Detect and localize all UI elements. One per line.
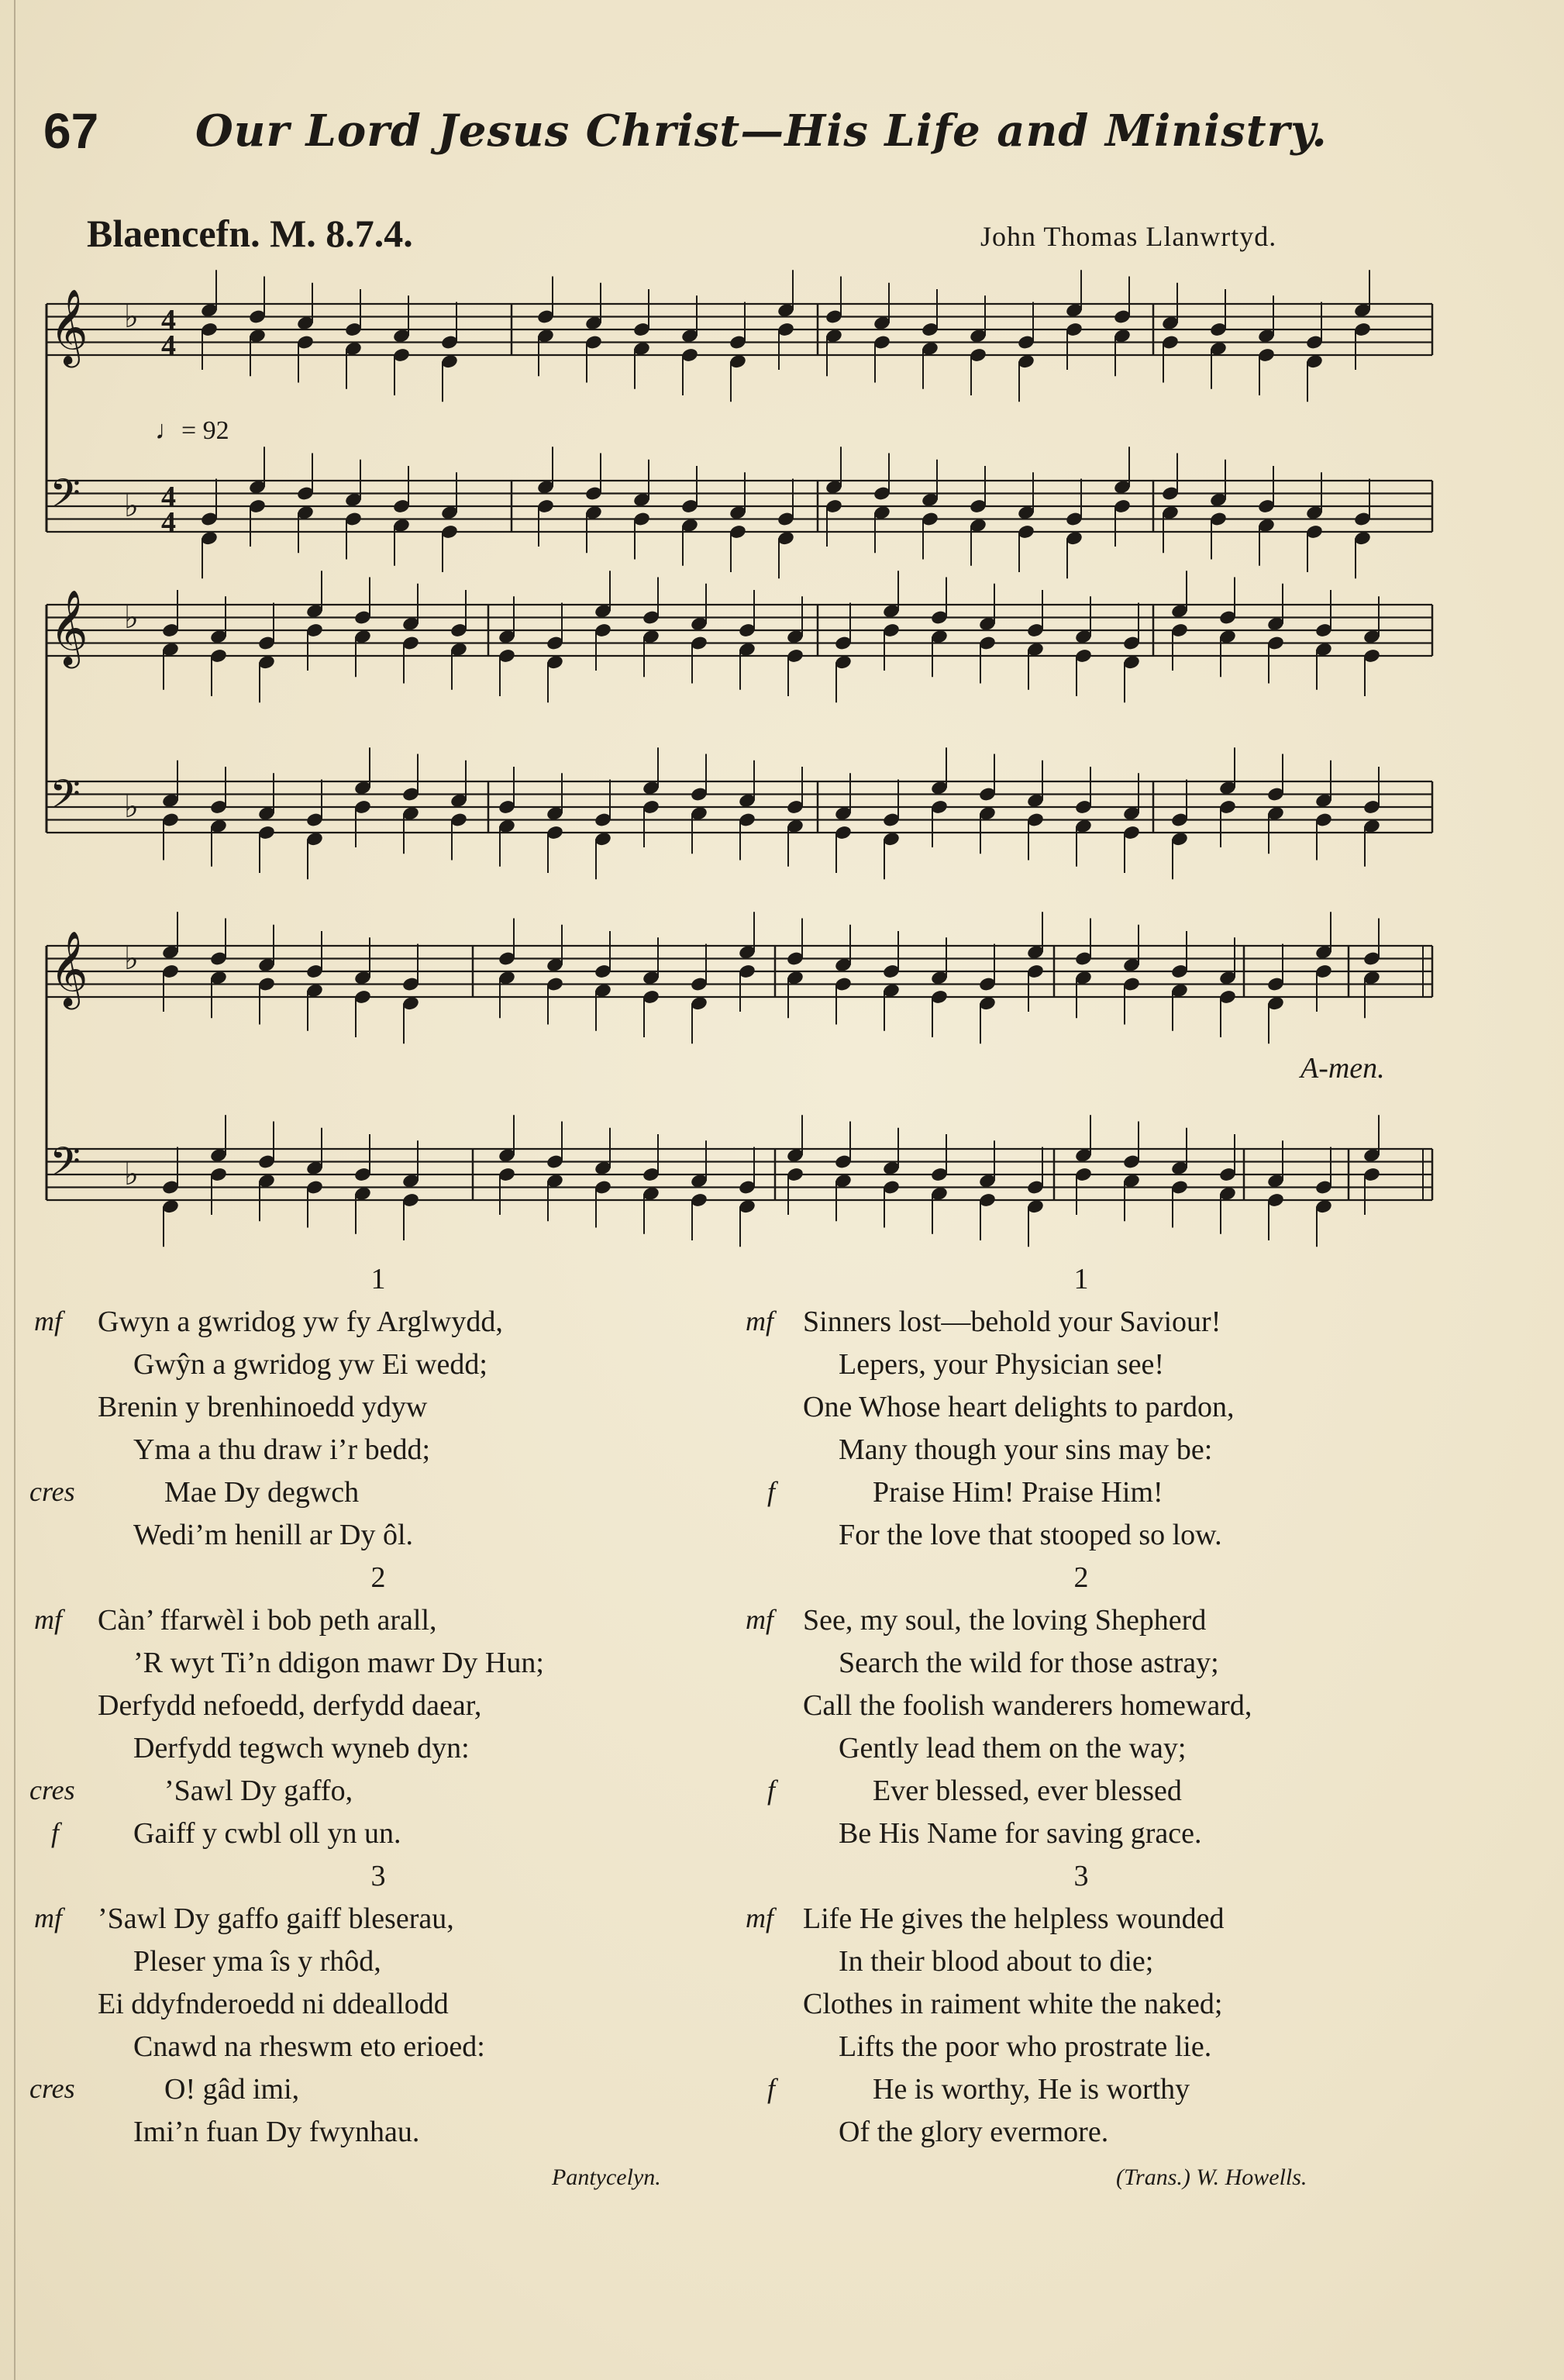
welsh-line: Imi’n fuan Dy fwynhau.	[133, 2116, 420, 2148]
treble-clef-icon: 𝄞	[50, 930, 88, 1006]
english-line: Gently lead them on the way;	[839, 1732, 1187, 1764]
english-line: Praise Him! Praise Him!	[873, 1476, 1163, 1509]
bass-clef-icon: 𝄢	[50, 470, 81, 526]
english-dynamic: f	[767, 1476, 776, 1507]
tempo-marking: ♩= 92	[155, 416, 229, 445]
english-dynamic: f	[767, 2073, 776, 2104]
welsh-verse-number: 2	[370, 1561, 386, 1594]
flat-sign-icon: ♭	[124, 1157, 139, 1192]
bass-clef-icon: 𝄢	[50, 1138, 81, 1195]
welsh-line: Derfydd nefoedd, derfydd daear,	[98, 1689, 482, 1722]
welsh-dynamic: mf	[34, 1604, 62, 1635]
english-line: Of the glory evermore.	[839, 2116, 1109, 2148]
english-line: See, my soul, the loving Shepherd	[803, 1604, 1207, 1637]
welsh-line: ’Sawl Dy gaffo,	[164, 1775, 353, 1807]
english-line: He is worthy, He is worthy	[873, 2073, 1190, 2106]
welsh-verse-number: 1	[370, 1263, 386, 1295]
welsh-dynamic: cres	[29, 1775, 75, 1806]
page-edge-rule	[14, 0, 16, 2380]
english-line: Lifts the poor who prostrate lie.	[839, 2030, 1212, 2063]
english-dynamic: mf	[746, 1902, 773, 1933]
welsh-dynamic: cres	[29, 2073, 75, 2104]
flat-sign-icon: ♭	[124, 941, 139, 976]
english-line: For the love that stooped so low.	[839, 1519, 1222, 1551]
english-line: Call the foolish wanderers homeward,	[803, 1689, 1252, 1722]
welsh-line: Derfydd tegwch wyneb dyn:	[133, 1732, 470, 1764]
score-notation	[31, 256, 1442, 1271]
welsh-dynamic: cres	[29, 1476, 75, 1507]
section-title: Our Lord Jesus Christ—His Life and Ministry.	[195, 105, 1328, 157]
time-signature: 4	[161, 481, 176, 513]
english-line: Search the wild for those astray;	[839, 1647, 1219, 1679]
time-signature: 4	[161, 304, 176, 336]
english-verse-number: 3	[1073, 1860, 1089, 1892]
welsh-line: Cnawd na rheswm eto erioed:	[133, 2030, 485, 2063]
welsh-line: O! gâd imi,	[164, 2073, 300, 2106]
english-dynamic: mf	[746, 1604, 773, 1635]
welsh-line: Gaiff y cwbl oll yn un.	[133, 1817, 401, 1850]
welsh-line: Pleser yma îs y rhôd,	[133, 1945, 381, 1978]
welsh-line: Wedi’m henill ar Dy ôl.	[133, 1519, 414, 1551]
welsh-line: Ei ddyfnderoedd ni ddeallodd	[98, 1988, 449, 2020]
welsh-line: ’Sawl Dy gaffo gaiff bleserau,	[98, 1902, 454, 1935]
welsh-author-credit: Pantycelyn.	[552, 2164, 661, 2190]
english-line: One Whose heart delights to pardon,	[803, 1391, 1235, 1423]
english-author-credit: (Trans.) W. Howells.	[1116, 2164, 1307, 2190]
welsh-line: Brenin y brenhinoedd ydyw	[98, 1391, 428, 1423]
flat-sign-icon: ♭	[124, 299, 139, 334]
welsh-dynamic: f	[51, 1817, 60, 1848]
amen-text: A-men.	[1300, 1052, 1385, 1085]
flat-sign-icon: ♭	[124, 600, 139, 635]
music-score	[31, 256, 1442, 1271]
welsh-dynamic: mf	[34, 1902, 62, 1933]
page-header	[43, 102, 1516, 172]
english-line: Clothes in raiment white the naked;	[803, 1988, 1223, 2020]
welsh-dynamic: mf	[34, 1306, 62, 1337]
treble-clef-icon: 𝄞	[50, 288, 88, 364]
welsh-line: Mae Dy degwch	[164, 1476, 360, 1509]
welsh-line: Càn’ ffarwèl i bob peth arall,	[98, 1604, 437, 1637]
time-signature: 4	[161, 329, 176, 362]
english-verse-number: 1	[1073, 1263, 1089, 1295]
tune-name: Blaencefn. M. 8.7.4.	[87, 212, 413, 255]
composer: John Thomas Llanwrtyd.	[980, 221, 1277, 252]
time-signature: 4	[161, 506, 176, 539]
english-line: Be His Name for saving grace.	[839, 1817, 1202, 1850]
welsh-line: Gwŷn a gwridog yw Ei wedd;	[133, 1348, 487, 1381]
welsh-line: Gwyn a gwridog yw fy Arglwydd,	[98, 1306, 503, 1338]
english-line: Ever blessed, ever blessed	[873, 1775, 1182, 1807]
english-line: Many though your sins may be:	[839, 1433, 1213, 1466]
english-line: Sinners lost—behold your Saviour!	[803, 1306, 1221, 1338]
english-line: Lepers, your Physician see!	[839, 1348, 1164, 1381]
bass-clef-icon: 𝄢	[50, 771, 81, 827]
english-line: In their blood about to die;	[839, 1945, 1154, 1978]
welsh-line: Yma a thu draw i’r bedd;	[133, 1433, 431, 1466]
english-dynamic: f	[767, 1775, 776, 1806]
treble-clef-icon: 𝄞	[50, 589, 88, 665]
english-line: Life He gives the helpless wounded	[803, 1902, 1225, 1935]
welsh-verse-number: 3	[370, 1860, 386, 1892]
flat-sign-icon: ♭	[124, 488, 139, 523]
hymn-number: 67	[43, 103, 99, 159]
welsh-line: ’R wyt Ti’n ddigon mawr Dy Hun;	[133, 1647, 544, 1679]
flat-sign-icon: ♭	[124, 789, 139, 824]
english-verse-number: 2	[1073, 1561, 1089, 1594]
english-dynamic: mf	[746, 1306, 773, 1337]
